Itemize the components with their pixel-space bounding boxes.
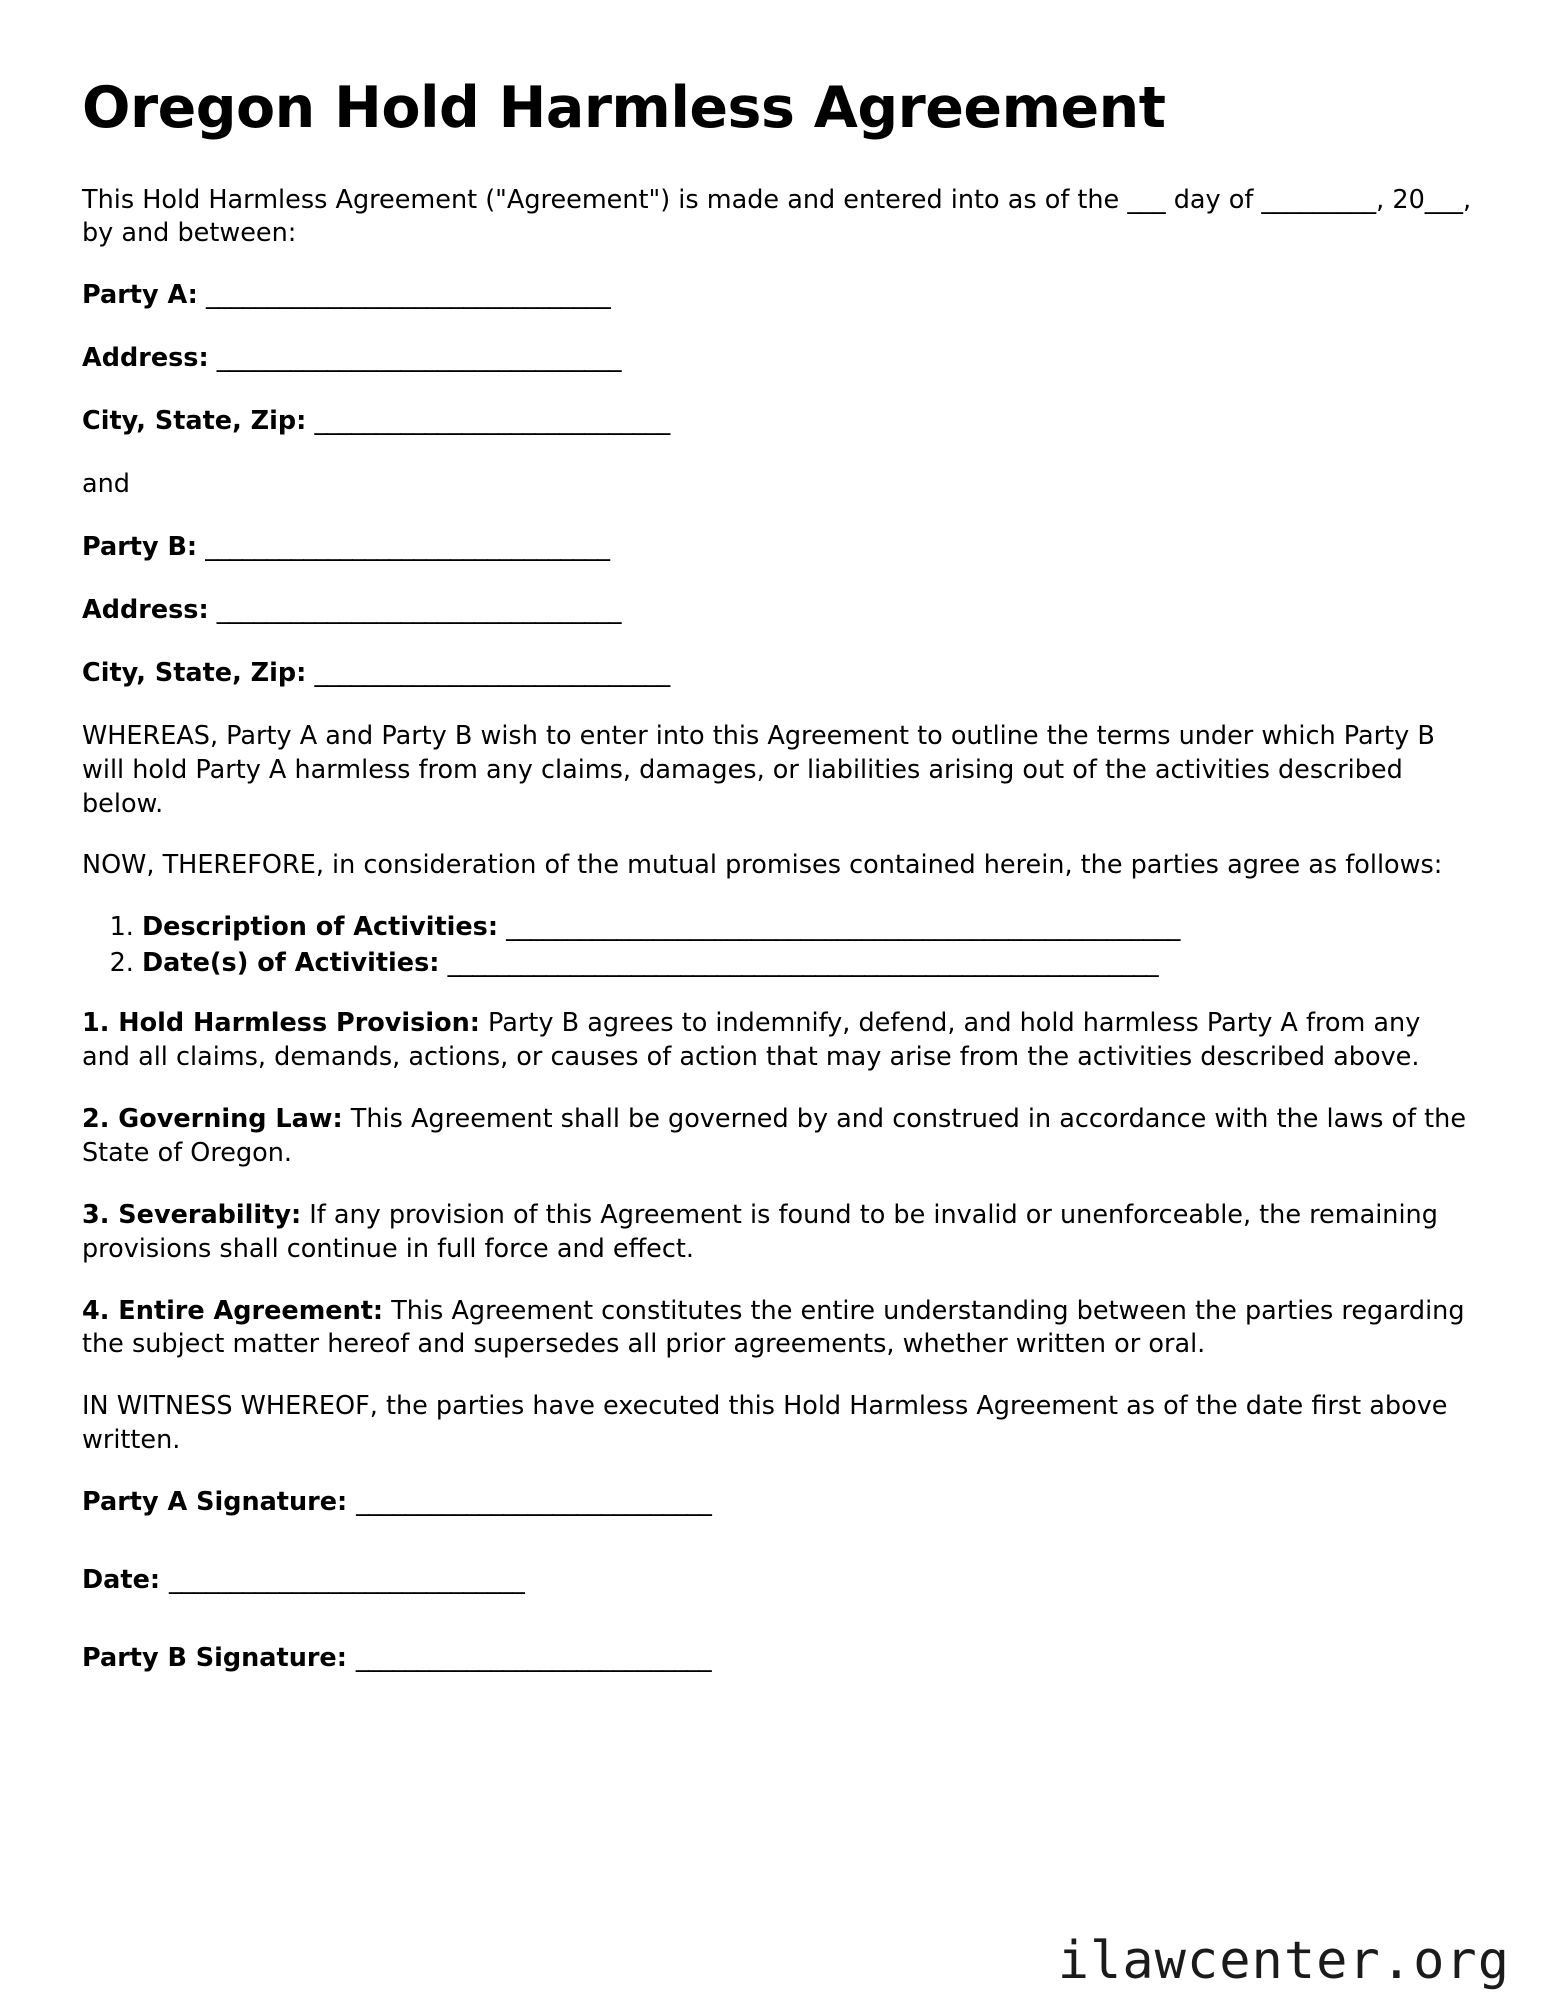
activities-list [82,911,1474,981]
provision-text: If any provision of this Agreement is found to be invalid or unenforceable, the remaining provisions shall continue in full force and effect. [82,1199,1438,1264]
party-a-name-field [82,279,1474,313]
activity-label: Date(s) of Activities: [142,948,440,979]
provision-text: This Agreement constitutes the entire understanding between the parties regarding the subject matter hereof and supersedes all prior agreements, whether written or oral. [82,1295,1465,1360]
provision-text: This Agreement shall be governed by and construed in accordance with the laws of the State of Oregon. [82,1103,1467,1168]
date-blank[interactable]: _____________________________ [168,1565,525,1596]
party-b-citystatezip-label: City, State, Zip: [82,657,307,688]
date-label: Date: [82,1565,161,1596]
page-title: Oregon Hold Harmless Agreement [82,75,1166,141]
party-b-signature-field [82,1642,1474,1676]
provision-text: Party B agrees to indemnify, defend, and hold harmless Party A from any and all claims, demands, actions, or causes of action that may arise from the activities described above. [82,1008,1421,1073]
party-b-name-label: Party B: [82,531,198,562]
party-b-address-blank[interactable]: _________________________________ [216,594,622,625]
party-a-address-blank[interactable]: _________________________________ [216,343,622,374]
intro-paragraph: This Hold Harmless Agreement ("Agreement") is made and entered into as of the ___ day of _________, 20___, by and between: [82,184,1472,249]
party-b-citystatezip-field [82,657,1474,691]
now-therefore-paragraph: NOW, THEREFORE, in consideration of the mutual promises contained herein, the parties agree as follows: [82,850,1443,881]
party-a-signature-field [82,1486,1474,1520]
party-b-address-field [82,594,1474,628]
party-b-name-field [82,531,1474,565]
party-a-signature-label: Party A Signature: [82,1487,348,1518]
list-item [142,911,1474,945]
conjunction-and: and [82,469,130,500]
activity-label: Description of Activities: [142,912,499,943]
party-a-name-blank[interactable]: _________________________________ [206,280,611,311]
activity-blank[interactable]: __________________________________________________________ [447,948,1159,979]
party-a-signature-blank[interactable]: _____________________________ [356,1487,712,1518]
party-b-signature-blank[interactable]: _____________________________ [355,1643,712,1674]
provision-heading: 3. Severability: [82,1199,302,1230]
party-b-name-blank[interactable]: _________________________________ [205,531,610,562]
provision-governing-law [82,1103,1472,1171]
site-watermark: ilawcenter.org [1057,1931,1510,1991]
date-field [82,1564,1474,1598]
party-a-name-label: Party A: [82,280,198,311]
party-b-address-label: Address: [82,594,209,625]
party-b-citystatezip-blank[interactable]: _____________________________ [314,657,670,688]
list-item [142,947,1474,981]
provision-severability [82,1199,1472,1267]
signature-block [82,1486,1474,1676]
party-a-citystatezip-label: City, State, Zip: [82,406,307,437]
whereas-paragraph: WHEREAS, Party A and Party B wish to enter into this Agreement to outline the terms under which Party B will hold Party A harmless from any claims, damages, or liabilities arising out of the activities described below. [82,720,1435,819]
provision-heading: 4. Entire Agreement: [82,1295,384,1326]
provision-hold-harmless [82,1007,1472,1075]
activity-blank[interactable]: _______________________________________________________ [506,912,1180,943]
provision-heading: 1. Hold Harmless Provision: [82,1008,480,1039]
party-a-citystatezip-blank[interactable]: _____________________________ [314,406,670,437]
party-a-citystatezip-field [82,405,1474,439]
in-witness-paragraph: IN WITNESS WHEREOF, the parties have executed this Hold Harmless Agreement as of the date first above written. [82,1391,1448,1456]
party-b-signature-label: Party B Signature: [82,1643,347,1674]
party-a-address-label: Address: [82,343,209,374]
provision-entire-agreement [82,1295,1472,1363]
party-a-address-field [82,342,1474,376]
provision-heading: 2. Governing Law: [82,1103,343,1134]
